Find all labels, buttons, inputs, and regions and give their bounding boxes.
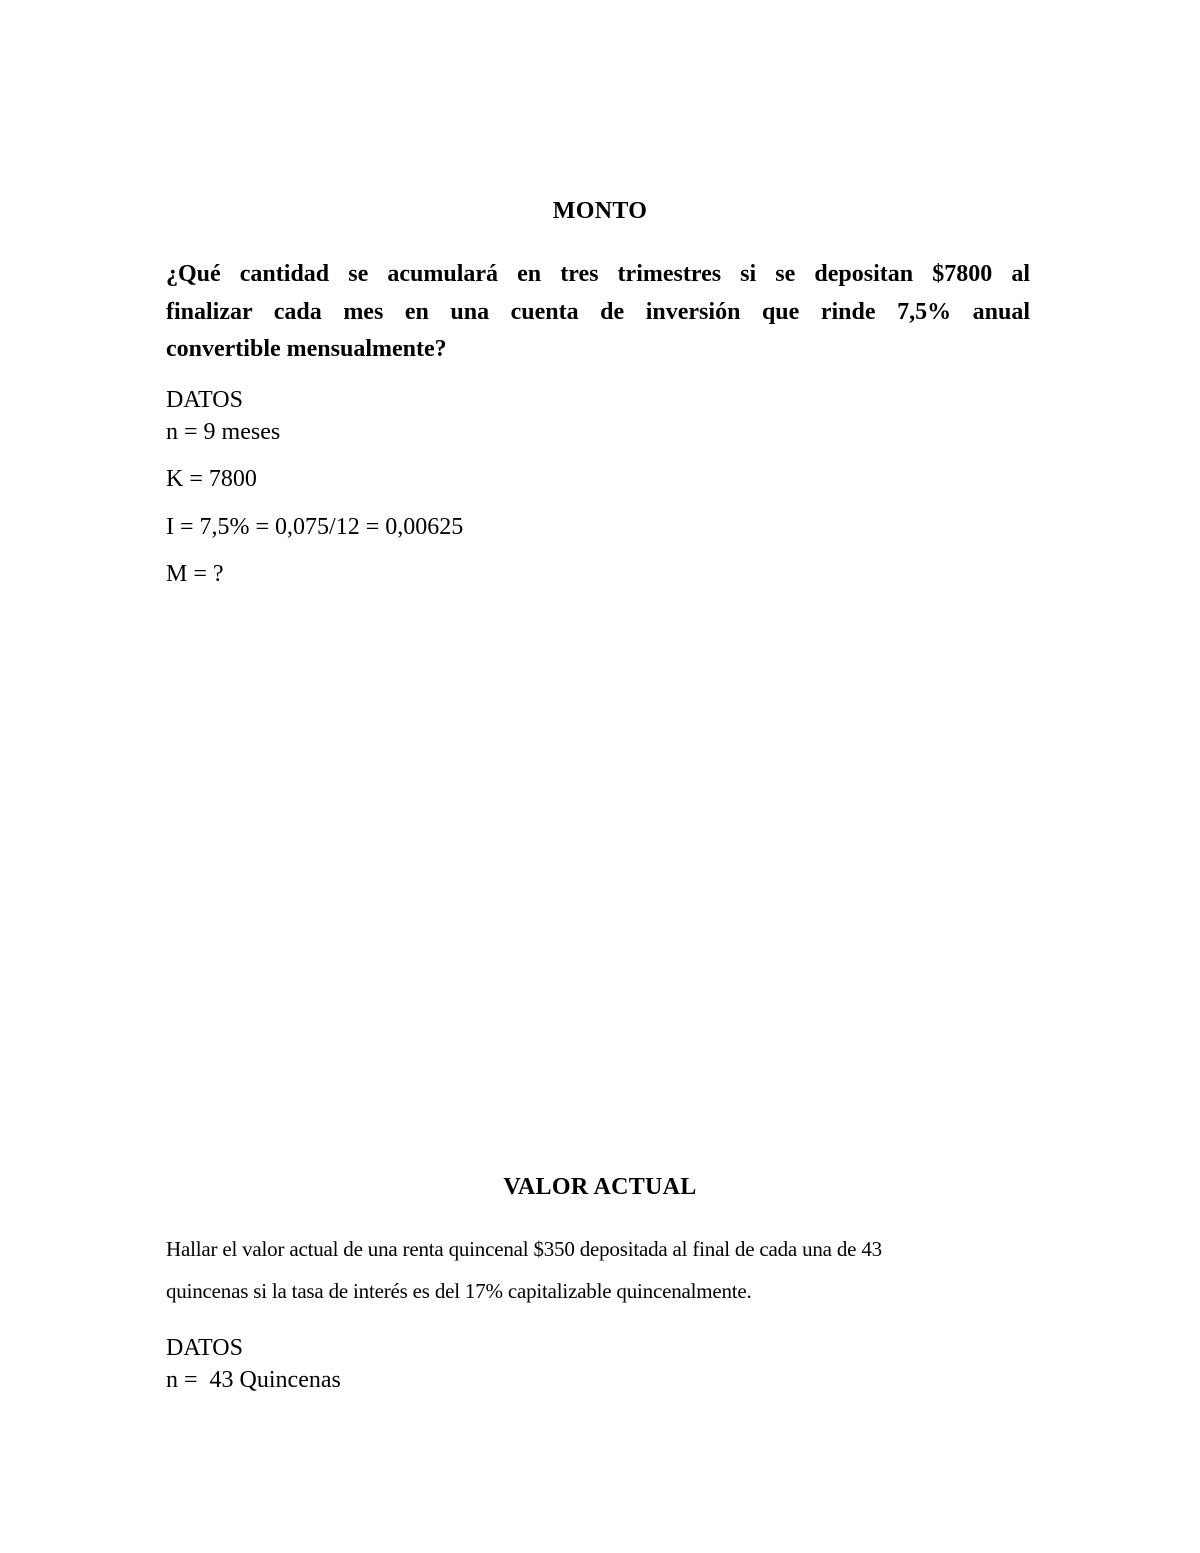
question-line-3: convertible mensualmente? [166, 336, 447, 362]
data-line-i: I = 7,5% = 0,075/12 = 0,00625 [166, 514, 464, 540]
problem-line-2: quincenas si la tasa de interés es del 17% capitalizable quincenalmente. [166, 1279, 752, 1303]
question-line-2: finalizar cada mes en una cuenta de inversión que rinde 7,5% anual [166, 298, 1030, 325]
data-line-n: n = 9 meses [166, 419, 281, 445]
datos-label-2: DATOS [166, 1335, 243, 1361]
monto-question [166, 256, 1030, 369]
problem-line-1: Hallar el valor actual de una renta quincenal $350 depositada al final de cada una de 43 [166, 1237, 882, 1261]
section-title-monto: MONTO [552, 198, 648, 224]
data-line-quincenas: n = 43 Quincenas [166, 1367, 341, 1393]
data-line-k: K = 7800 [166, 466, 257, 492]
question-line-1: ¿Qué cantidad se acumulará en tres trimestres si se depositan $7800 al [166, 261, 1030, 287]
valor-actual-problem [166, 1228, 1066, 1312]
datos-label-1: DATOS [166, 387, 243, 413]
data-line-m: M = ? [166, 561, 224, 587]
section-title-valor-actual: VALOR ACTUAL [503, 1174, 697, 1200]
